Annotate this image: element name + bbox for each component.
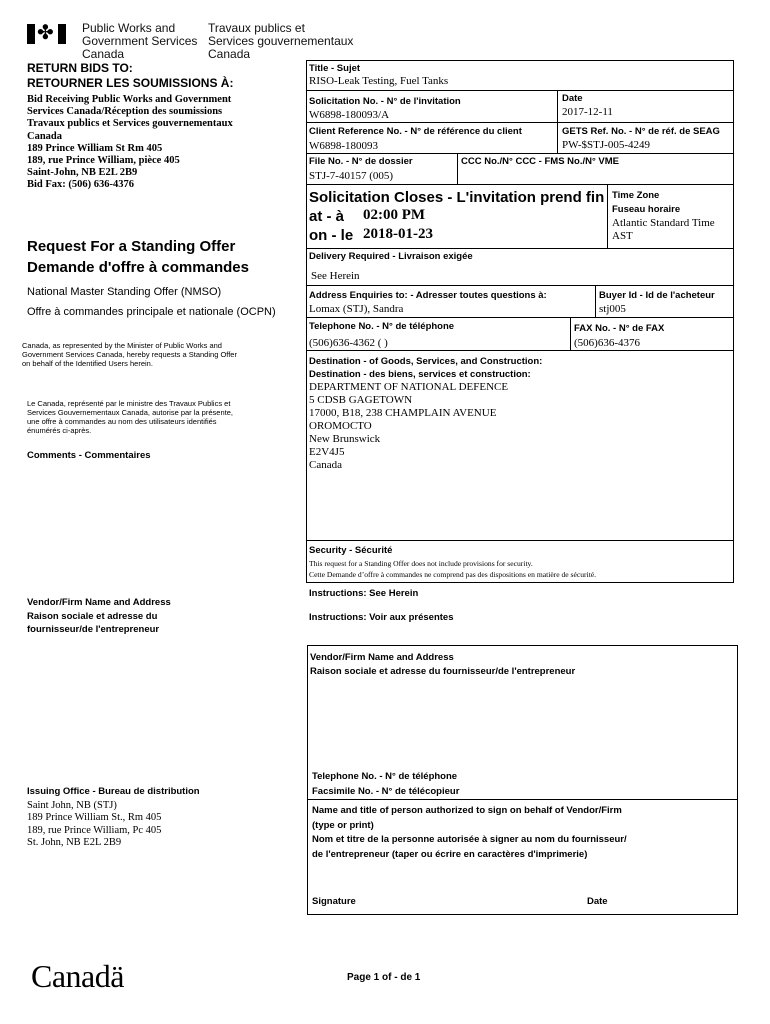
delivery-value: See Herein [311,270,360,282]
date-label: Date [562,93,583,104]
title-value: RISO-Leak Testing, Fuel Tanks [309,75,449,87]
closes-on-value: 2018-01-23 [363,226,433,242]
vendor-telephone-label: Telephone No. - N° de téléphone [312,771,458,782]
issuing-office-address: Saint John, NB (STJ) 189 Prince William St., Rm 405 189, rue Prince William, Pc 405 St. John, NB E2L 2B9 [27,800,162,848]
destination-address: DEPARTMENT OF NATIONAL DEFENCE 5 CDSB GAGETOWN 17000, B18, 238 CHAMPLAIN AVENUE OROMOCTO New Brunswick E2V4J5 Canada [309,381,509,471]
destination-label: Destination - of Goods, Services, and Construction: Destination - des biens, services et construction: [309,356,543,380]
instructions-fr: Instructions: Voir aux présentes [309,612,454,623]
solicitation-closes-label: Solicitation Closes - L'invitation prend fin [309,189,605,206]
solicitation-no-value: W6898-180093/A [309,109,390,121]
page-number: Page 1 of - de 1 [347,972,421,983]
closes-at-label: at - à [309,208,345,225]
file-no-value: STJ-7-40157 (005) [309,170,394,182]
vendor-box-title: Vendor/Firm Name and Address Raison sociale et adresse du fournisseur/de l'entrepreneur [310,652,576,677]
nmso-title: National Master Standing Offer (NMSO) Offre à commandes principale et nationale (OCPN) [27,286,276,318]
gets-ref-label: GETS Ref. No. - N° de réf. de SEAG [562,126,720,137]
request-paragraph-fr: Le Canada, représenté par le ministre des Travaux Publics et Services Gouvernementaux Canada, autorise par la présente, une offre à commandes au nom des utilisateurs identifiés énumérés ci-après. [27,399,233,435]
request-title: Request For a Standing Offer Demande d'offre à commandes [27,238,249,276]
buyer-id-label: Buyer Id - Id de l'acheteur [599,290,715,301]
address-enquiries-value: Lomax (STJ), Sandra [309,303,404,315]
authorized-signer-label: Name and title of person authorized to sign on behalf of Vendor/Firm (type or print) Nom et titre de la personne autorisée à signer au nom du fournisseur/ de l'entrepreneur (taper ou écrire en caractères d'imprimerie) [312,805,627,860]
gets-ref-value: PW-$STJ-005-4249 [562,139,650,151]
signature-date-label: Date [587,896,608,907]
title-label: Title - Sujet [309,63,361,74]
client-ref-value: W6898-180093 [309,140,379,152]
request-paragraph-en: Canada, as represented by the Minister of Public Works and Government Services Canada, hereby requests a Standing Offer on behalf of the Identified Users herein. [22,341,237,368]
closes-on-label: on - le [309,227,354,244]
fax-value: (506)636-4376 [574,337,640,349]
fax-label: FAX No. - N° de FAX [574,323,665,334]
return-bids-address: Bid Receiving Public Works and Government Services Canada/Réception des soumissions Travaux publics et Services gouvernementaux Canada 189 Prince William St Rm 405 189, rue Prince William, pièce 405 Saint-John, NB E2L 2B9 Bid Fax: (506) 636-4376 [27,94,233,191]
ccc-no-label: CCC No./N° CCC - FMS No./N° VME [461,156,620,167]
time-zone-label: Time Zone Fuseau horaire [612,190,681,215]
address-enquiries-label: Address Enquiries to: - Adresser toutes questions à: [309,290,547,301]
time-zone-value: Atlantic Standard Time AST [612,217,715,242]
delivery-label: Delivery Required - Livraison exigée [309,251,473,262]
flag-left-bar [27,24,35,44]
telephone-value: (506)636-4362 ( ) [309,337,388,349]
buyer-id-value: stj005 [599,303,626,315]
department-name-en: Public Works and Government Services Canada [82,21,198,61]
flag-right-bar [58,24,66,44]
vendor-left-label: Vendor/Firm Name and Address Raison sociale et adresse du fournisseur/de l'entrepreneur [27,597,171,635]
solicitation-no-label: Solicitation No. - N° de l'invitation [309,96,461,107]
file-no-label: File No. - N° de dossier [309,156,413,167]
comments-label: Comments - Commentaires [27,450,151,461]
issuing-office-label: Issuing Office - Bureau de distribution [27,786,200,797]
date-value: 2017-12-11 [562,106,613,118]
maple-leaf-icon: ✤ [37,22,54,44]
return-bids-heading: RETURN BIDS TO: RETOURNER LES SOUMISSIONS À: [27,61,234,90]
telephone-label: Telephone No. - N° de téléphone [309,321,455,332]
client-ref-label: Client Reference No. - N° de référence du client [309,126,522,137]
security-text: This request for a Standing Offer does not include provisions for security. Cette Demande d’offre à commandes ne comprend pas des dispositions en matière de sécurité. [309,559,597,579]
closes-at-value: 02:00 PM [363,207,426,223]
vendor-facsimile-label: Facsimile No. - N° de télécopieur [312,786,460,797]
canada-wordmark: Canadä [31,958,124,994]
instructions-en: Instructions: See Herein [309,588,419,599]
department-name-fr: Travaux publics et Services gouvernementaux Canada [208,21,354,61]
signature-label: Signature [312,896,356,907]
security-label: Security - Sécurité [309,545,393,556]
